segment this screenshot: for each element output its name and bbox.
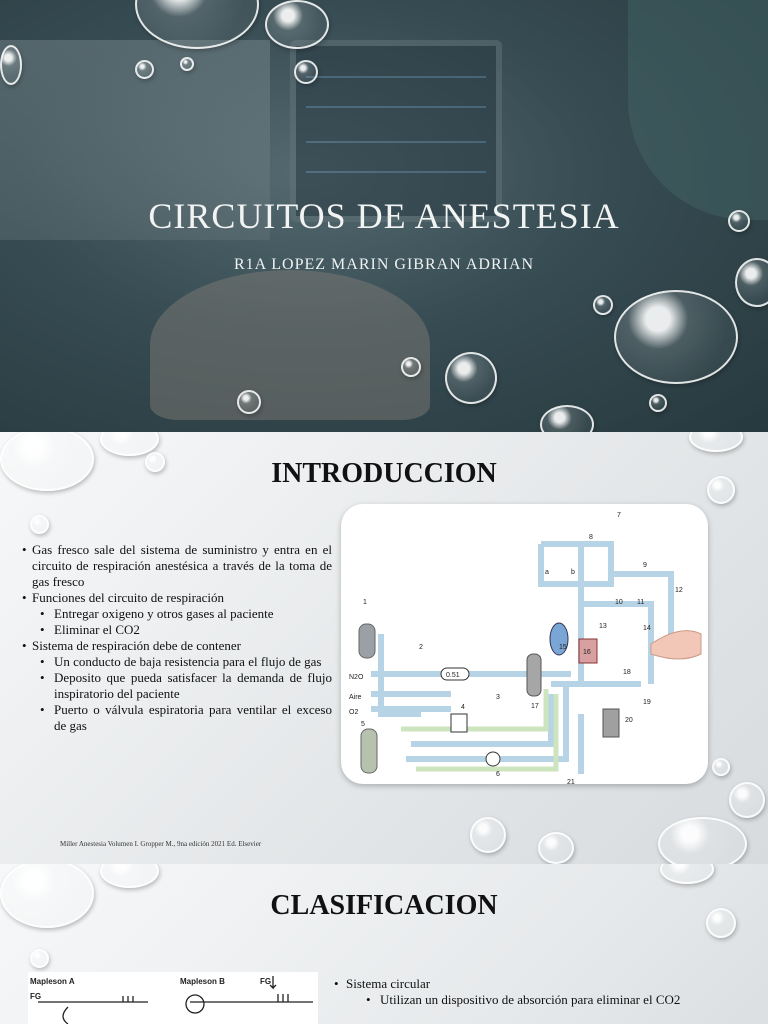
water-drop xyxy=(470,817,506,853)
water-drop xyxy=(660,864,714,884)
circuit-svg xyxy=(341,504,708,784)
fg-label: FG xyxy=(260,977,272,986)
intro-bullet-list xyxy=(14,542,332,734)
bullet-item: • Gas fresco sale del sistema de suministro y entra en el circuito de respiración anestésica a través de la toma de gas fresco xyxy=(22,542,332,590)
sub-bullet-item: • Deposito que pueda satisfacer la demanda de flujo inspiratorio del paciente xyxy=(40,670,332,702)
water-drop xyxy=(712,758,730,776)
mapleson-b-label: Mapleson B xyxy=(180,977,225,986)
presenter-name: R1A LOPEZ MARIN GIBRAN ADRIAN xyxy=(233,256,535,273)
label-num: 9 xyxy=(643,562,647,569)
sub-bullet-item: • Eliminar el CO2 xyxy=(40,622,332,638)
sub-bullet-item: • Entregar oxigeno y otros gases al paciente xyxy=(40,606,332,622)
citation: Miller Anestesia Volumen I. Gropper M., 9na edición 2021 Ed. Elsevier xyxy=(60,840,262,848)
sub-list-container xyxy=(22,654,332,734)
classification-bullet-list xyxy=(334,976,714,1008)
label-num: 12 xyxy=(675,587,683,594)
water-drop xyxy=(100,864,159,888)
label-num: 2 xyxy=(419,644,423,651)
water-drop xyxy=(237,390,261,414)
water-drop xyxy=(401,357,421,377)
sub-list-container xyxy=(22,606,332,638)
mapleson-diagram xyxy=(28,972,318,1024)
label-num: 4 xyxy=(461,704,465,711)
mapleson-svg xyxy=(28,972,318,1024)
label-num: 14 xyxy=(643,625,651,632)
water-drop xyxy=(649,394,667,412)
sub-list-container xyxy=(334,992,714,1008)
water-drop xyxy=(0,45,22,85)
water-drop xyxy=(614,290,738,384)
label-num: 16 xyxy=(583,649,591,656)
water-drop xyxy=(689,432,743,452)
presentation-title: CIRCUITOS DE ANESTESIA xyxy=(148,196,620,236)
water-drop xyxy=(658,817,747,864)
label-n2o: N2O xyxy=(349,674,364,681)
water-drop xyxy=(445,352,497,404)
bullet-item: • Sistema circular xyxy=(334,976,714,992)
bullet-item: • Sistema de respiración debe de contener xyxy=(22,638,332,654)
label-num: 5 xyxy=(361,721,365,728)
sub-bullet-item: • Un conducto de baja resistencia para el flujo de gas xyxy=(40,654,332,670)
water-drop xyxy=(294,60,318,84)
label-num: 13 xyxy=(599,623,607,630)
label-num: 7 xyxy=(617,512,621,519)
label-o2: O2 xyxy=(349,709,359,716)
water-drop xyxy=(135,60,154,79)
classification-heading: CLASIFICACION xyxy=(270,890,498,921)
label-num: 6 xyxy=(496,771,500,778)
label-aire: Aire xyxy=(349,694,362,701)
intro-slide xyxy=(0,432,768,864)
fg-label: FG xyxy=(30,992,42,1001)
breathing-circuit-diagram xyxy=(341,504,708,784)
label-b: b xyxy=(571,569,575,576)
water-drop xyxy=(180,57,194,71)
label-num: 18 xyxy=(623,669,631,676)
sub-bullet-item: • Utilizan un dispositivo de absorción para eliminar el CO2 xyxy=(366,992,714,1008)
label-num: 20 xyxy=(625,717,633,724)
bullet-item: • Funciones del circuito de respiración xyxy=(22,590,332,606)
label-num: 17 xyxy=(531,703,539,710)
mapleson-a-label: Mapleson A xyxy=(30,977,75,986)
label-a: a xyxy=(545,569,549,576)
label-num: 21 xyxy=(567,779,575,784)
label-flow: 0.51 xyxy=(446,672,460,679)
water-drop xyxy=(265,0,329,49)
label-num: 1 xyxy=(363,599,367,606)
water-drop xyxy=(30,515,49,534)
label-num: 11 xyxy=(637,599,645,606)
sub-bullet-item: • Puerto o válvula espiratoria para ventilar el exceso de gas xyxy=(40,702,332,734)
water-drop xyxy=(538,832,574,864)
water-drop xyxy=(30,949,49,968)
intro-heading: INTRODUCCION xyxy=(271,458,497,489)
label-num: 15 xyxy=(559,644,567,651)
classification-slide xyxy=(0,864,768,1024)
water-drop xyxy=(729,782,765,818)
water-drop xyxy=(593,295,613,315)
label-num: 19 xyxy=(643,699,651,706)
label-num: 10 xyxy=(615,599,623,606)
title-slide xyxy=(0,0,768,432)
label-num: 3 xyxy=(496,694,500,701)
label-num: 8 xyxy=(589,534,593,541)
